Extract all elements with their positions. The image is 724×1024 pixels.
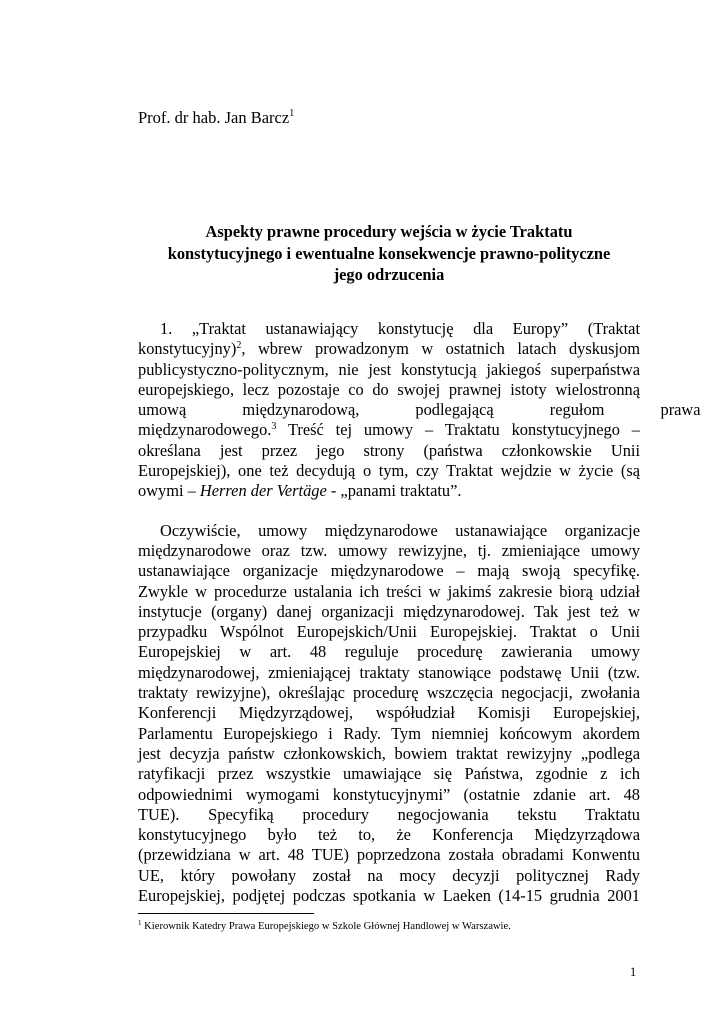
text-line: przypadku Wspólnot Europejskich/Unii Europejskiej. Traktat o Unii <box>138 622 640 642</box>
footnote-ref-3[interactable]: 3 <box>271 421 277 433</box>
italic-phrase: Herren der Vertäge <box>199 481 327 501</box>
text-line: TUE). Specyfiką procedury negocjowania tekstu Traktatu <box>138 804 640 824</box>
text-line: Konferencji Międzyrządowej, współudział Komisji Europejskiej, <box>138 703 640 723</box>
text-line: ratyfikacji przez wszystkie umawiające się Państwa, zgodnie z ich <box>138 764 640 784</box>
text-span: owymi – <box>138 481 200 501</box>
title-line: konstytucyjnego i ewentualne konsekwencje prawno-polityczne <box>167 243 611 263</box>
text-span: konstytucyjny) <box>138 339 237 359</box>
paragraph-2 <box>138 521 640 907</box>
text-line: Europejskiej, podjętej podczas spotkania w Laeken (14-15 grudnia 2001 <box>138 886 640 906</box>
author-name: Prof. dr hab. Jan Barcz <box>138 108 290 127</box>
text-line: konstytucyjnego było też to, że Konferencja Międzyrządowa <box>138 825 640 845</box>
text-line: Parlamentu Europejskiego i Rady. Tym niemniej końcowym akordem <box>138 723 640 743</box>
title-line: jego odrzucenia <box>333 265 445 284</box>
text-line: traktaty rewizyjne), określając procedurę wszczęcia negocjacji, zwołania <box>138 683 640 703</box>
footnote-text: Kierownik Katedry Prawa Europejskiego w Szkole Głównej Handlowej w Warszawie. <box>141 921 511 932</box>
text-span: , wbrew prowadzonym w ostatnich latach dyskusjom <box>241 339 640 359</box>
text-line <box>138 339 640 359</box>
text-line: Europejskiej w art. 48 reguluje procedurę zawierania umowy <box>138 642 640 662</box>
footnote-separator <box>138 913 314 914</box>
text-line: międzynarodowe oraz tzw. umowy rewizyjne, tj. zmieniające umowy <box>138 540 640 560</box>
text-line: Zwykle w procedurze ustalania ich treści w jakimś zakresie biorą udział <box>138 581 640 601</box>
paragraph-gap <box>138 502 640 521</box>
footnote-1 <box>138 921 511 932</box>
text-line <box>138 420 640 440</box>
text-line: międzynarodowej, zmieniającej traktaty stanowiące podstawę Unii (tzw. <box>138 662 640 682</box>
text-line: publicystyczno-politycznym, nie jest konstytucją jakiegoś superpaństwa <box>138 359 640 379</box>
text-span: Treść tej umowy – Traktatu konstytucyjnego – <box>276 420 640 440</box>
text-line: jest decyzja państw członkowskich, bowiem traktat rewizyjny „podlega <box>138 743 640 763</box>
body-text <box>138 319 701 906</box>
text-line <box>138 481 640 501</box>
page-number: 1 <box>630 965 637 979</box>
text-line: Oczywiście, umowy międzynarodowe ustanawiające organizacje <box>160 520 640 540</box>
text-line: Europejskiej), one też decydują o tym, czy Traktat wejdzie w życie (są <box>138 461 640 481</box>
author-footnote-ref[interactable]: 1 <box>289 108 295 119</box>
text-line: odpowiednimi wymogami konstytucyjnymi” (ostatnie zdanie art. 48 <box>138 784 640 804</box>
footnote-ref-2[interactable]: 2 <box>236 340 242 352</box>
text-span: międzynarodowego. <box>138 420 272 440</box>
text-line: ustanawiające organizacje międzynarodowe – mają swoją specyfikę. <box>138 561 640 581</box>
title-line: Aspekty prawne procedury wejścia w życie Traktatu <box>205 222 573 241</box>
text-line: umową międzynarodową, podlegającą regułom prawa <box>138 400 701 420</box>
text-line: 1. „Traktat ustanawiający konstytucję dla Europy” (Traktat <box>160 319 640 338</box>
text-line: (przewidziana w art. 48 TUE) poprzedzona została obradami Konwentu <box>138 845 640 865</box>
author-line <box>138 108 294 128</box>
text-span: - „panami traktatu”. <box>326 481 462 501</box>
footnote-number: 1 <box>138 919 142 927</box>
paragraph-1 <box>138 319 701 502</box>
text-line: określana jest przez jego strony (państwa członkowskie Unii <box>138 440 640 460</box>
text-line: europejskiego, lecz pozostaje co do swojej prawnej istoty wielostronną <box>138 379 640 399</box>
paper-title <box>138 221 640 286</box>
text-line: UE, który powołany został na mocy decyzji politycznej Rady <box>138 865 640 885</box>
text-line: instytucje (organy) danej organizacji międzynarodowej. Tak jest też w <box>138 601 640 621</box>
